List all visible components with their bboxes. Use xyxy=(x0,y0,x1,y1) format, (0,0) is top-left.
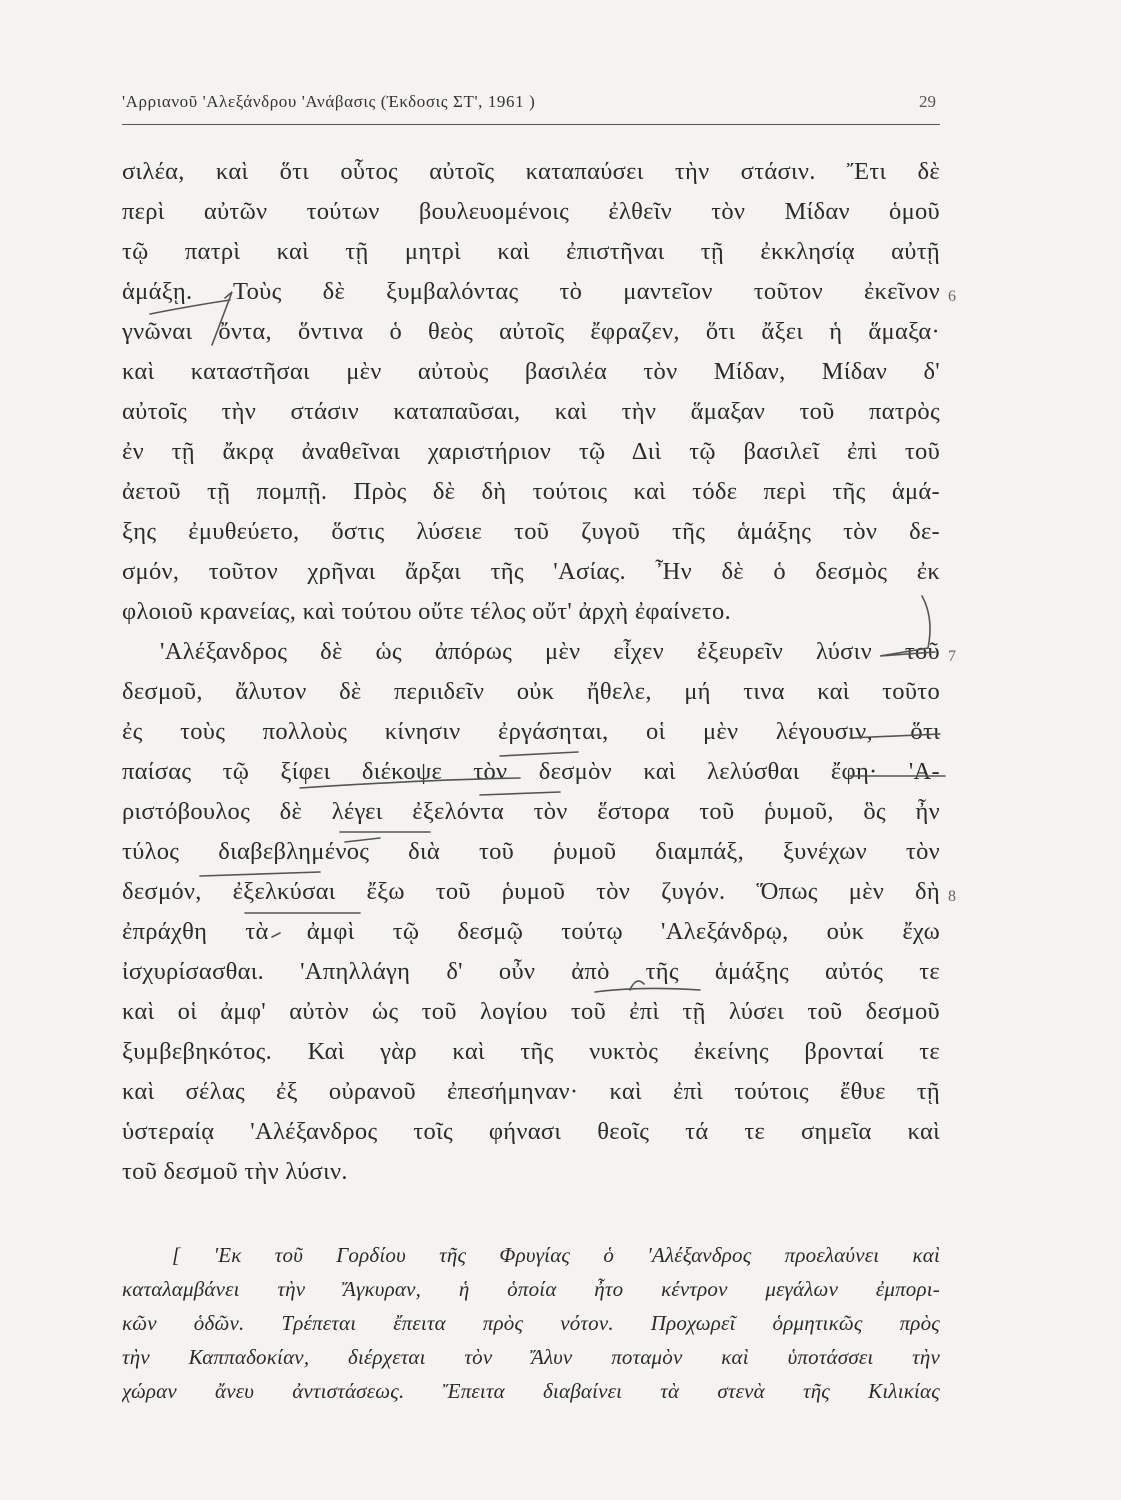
section-number: 7 xyxy=(948,648,956,665)
text-line: δεσμοῦ, ἄλυτον δὲ περιιδεῖν οὐκ ἤθελε, μή τινα καὶ τοῦτο xyxy=(122,678,940,705)
text-line: καὶ οἱ ἀμφ' αὐτὸν ὡς τοῦ λογίου τοῦ ἐπὶ τῇ λύσει τοῦ δεσμοῦ xyxy=(122,998,940,1025)
text-line: σμόν, τοῦτον χρῆναι ἄρξαι τῆς 'Ασίας. Ἦν δὲ ὁ δεσμὸς ἐκ xyxy=(122,558,940,585)
text-line: ἐς τοὺς πολλοὺς κίνησιν ἐργάσηται, οἱ μὲν λέγουσιν, ὅτι xyxy=(122,718,940,745)
text-line: ἁμάξῃ. Τοὺς δὲ ξυμβαλόντας τὸ μαντεῖον τοῦτον ἐκεῖνον xyxy=(122,278,940,305)
summary-line: τὴν Καππαδοκίαν, διέρχεται τὸν Ἄλυν ποταμὸν καὶ ὑποτάσσει τὴν xyxy=(122,1345,940,1369)
summary-line: [ 'Εκ τοῦ Γορδίου τῆς Φρυγίας ὁ 'Αλέξανδρος προελαύνει καὶ xyxy=(172,1243,940,1267)
text-line: τύλος διαβεβλημένος διὰ τοῦ ῥυμοῦ διαμπάξ, ξυνέχων τὸν xyxy=(122,838,940,865)
text-line: σιλέα, καὶ ὅτι οὗτος αὐτοῖς καταπαύσει τὴν στάσιν. Ἔτι δὲ xyxy=(122,158,940,185)
text-line: δεσμόν, ἐξελκύσαι ἔξω τοῦ ῥυμοῦ τὸν ζυγόν. Ὅπως μὲν δὴ xyxy=(122,878,940,905)
text-line: ἐπράχθη τὰ ἀμφὶ τῷ δεσμῷ τούτῳ 'Αλεξάνδρῳ, οὐκ ἔχω xyxy=(122,918,940,945)
text-line: 'Αλέξανδρος δὲ ὡς ἀπόρως μὲν εἶχεν ἐξευρεῖν λύσιν τοῦ xyxy=(160,638,940,665)
text-line: τοῦ δεσμοῦ τὴν λύσιν. xyxy=(122,1158,348,1185)
text-line: περὶ αὐτῶν τούτων βουλευομένοις ἐλθεῖν τὸν Μίδαν ὁμοῦ xyxy=(122,198,940,225)
page-number: 29 xyxy=(919,92,936,111)
text-line: ριστόβουλος δὲ λέγει ἐξελόντα τὸν ἕστορα τοῦ ῥυμοῦ, ὃς ἦν xyxy=(122,798,940,825)
running-header xyxy=(122,88,940,125)
summary-line: χώραν ἄνευ ἀντιστάσεως. Ἔπειτα διαβαίνει τὰ στενὰ τῆς Κιλικίας xyxy=(122,1379,940,1403)
text-line: φλοιοῦ κρανείας, καὶ τούτου οὔτε τέλος οὔτ' ἀρχὴ ἐφαίνετο. xyxy=(122,598,731,625)
text-line: παίσας τῷ ξίφει διέκοψε τὸν δεσμὸν καὶ λελύσθαι ἔφη· 'Α- xyxy=(122,758,940,785)
text-line: καὶ σέλας ἐξ οὐρανοῦ ἐπεσήμηναν· καὶ ἐπὶ τούτοις ἔθυε τῇ xyxy=(122,1078,940,1105)
text-line: ξης ἐμυθεύετο, ὅστις λύσειε τοῦ ζυγοῦ τῆς ἁμάξης τὸν δε- xyxy=(122,518,940,545)
summary-note xyxy=(122,1238,940,1408)
text-line: γνῶναι ὄντα, ὅντινα ὁ θεὸς αὐτοῖς ἔφραζεν, ὅτι ἄξει ἡ ἅμαξα· xyxy=(122,318,940,345)
text-line: καὶ καταστῆσαι μὲν αὐτοὺς βασιλέα τὸν Μίδαν, Μίδαν δ' xyxy=(122,358,940,385)
section-number: 8 xyxy=(948,888,956,905)
text-line: ὑστεραίᾳ 'Αλέξανδρος τοῖς φήνασι θεοῖς τά τε σημεῖα καὶ xyxy=(122,1118,940,1145)
text-line: ἀετοῦ τῇ πομπῇ. Πρὸς δὲ δὴ τούτοις καὶ τόδε περὶ τῆς ἁμά- xyxy=(122,478,940,505)
text-line: ἰσχυρίσασθαι. 'Απηλλάγη δ' οὖν ἀπὸ τῆς ἁμάξης αὐτός τε xyxy=(122,958,940,985)
text-line: ἐν τῇ ἄκρᾳ ἀναθεῖναι χαριστήριον τῷ Διὶ τῷ βασιλεῖ ἐπὶ τοῦ xyxy=(122,438,940,465)
section-number: 6 xyxy=(948,288,956,305)
text-line: αὐτοῖς τὴν στάσιν καταπαῦσαι, καὶ τὴν ἅμαξαν τοῦ πατρὸς xyxy=(122,398,940,425)
header-title: 'Αρριανοῦ 'Αλεξάνδρου 'Ανάβασις (Έκδοσις ΣΤ', 1961 ) xyxy=(122,92,536,111)
summary-line: κῶν ὁδῶν. Τρέπεται ἔπειτα πρὸς νότον. Προχωρεῖ ὁρμητικῶς πρὸς xyxy=(122,1311,940,1335)
text-line: τῷ πατρὶ καὶ τῇ μητρὶ καὶ ἐπιστῆναι τῇ ἐκκλησίᾳ αὐτῇ xyxy=(122,238,940,265)
text-line: ξυμβεβηκότος. Καὶ γὰρ καὶ τῆς νυκτὸς ἐκείνης βρονταί τε xyxy=(122,1038,940,1065)
main-text xyxy=(122,152,940,1192)
summary-line: καταλαμβάνει τὴν Ἄγκυραν, ἡ ὁποία ἦτο κέντρον μεγάλων ἐμπορι- xyxy=(122,1277,940,1301)
